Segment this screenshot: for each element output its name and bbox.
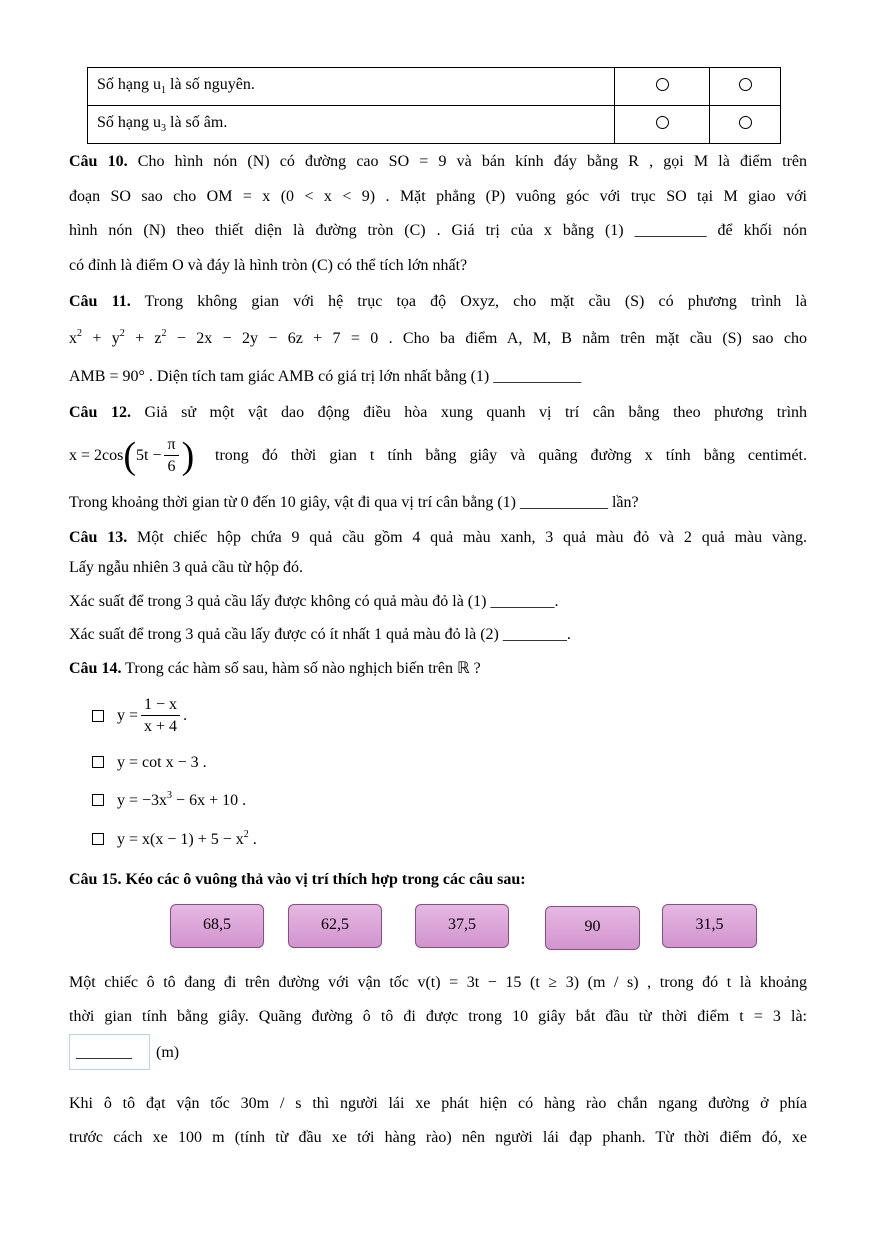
q12-line-3: Trong khoảng thời gian từ 0 đến 10 giây, vật đi qua vị trí cân bằng (1) ___________ lần?	[69, 494, 639, 511]
table-row	[88, 106, 781, 144]
drag-chip[interactable]: 62,5	[288, 904, 382, 948]
radio-circle-icon[interactable]	[656, 116, 669, 129]
checkbox-icon[interactable]	[92, 756, 104, 768]
q14-option-2[interactable]: y = cot x − 3 .	[92, 754, 207, 772]
unit-label: (m)	[156, 1044, 180, 1061]
q14-line-1: Câu 14. Trong các hàm số sau, hàm số nào nghịch biến trên ℝ ?	[69, 660, 481, 677]
true-false-table	[87, 67, 781, 144]
q12-equation: x = 2cos ( 5t − $\frac{\pi}{6}$ )	[69, 435, 195, 477]
q14-option-1[interactable]: y = $\frac{1 - x}{x + 4}$ .	[92, 690, 187, 742]
radio-circle-icon[interactable]	[656, 78, 669, 91]
q15-paragraph-2-line-2: trước cách xe 100 m (tính từ đầu xe tới hàng rào) nên người lái đạp phanh. Từ thời điểm đó, xe	[69, 1129, 807, 1146]
q14-option-3[interactable]: $y = -3x^3 - 6x + 10$ .	[92, 792, 246, 810]
q13-line-4: Xác suất để trong 3 quả cầu lấy được có ít nhất 1 quả màu đỏ là (2) ________.	[69, 626, 571, 643]
false-option[interactable]	[710, 106, 781, 144]
statement-cell: Số hạng $u_1$ là số nguyên.	[88, 68, 615, 106]
checkbox-icon[interactable]	[92, 710, 104, 722]
true-option[interactable]	[615, 106, 710, 144]
q15-paragraph-1-line-2: thời gian tính bằng giây. Quãng đường ô tô đi được trong 10 giây bắt đầu từ thời điểm t = 3 là:	[69, 1008, 807, 1025]
q14-option-4[interactable]: $y = x(x - 1) + 5 - x^2$ .	[92, 831, 257, 849]
q10-line-2: đoạn SO sao cho OM = x (0 < x < 9) . Mặt phẳng (P) vuông góc với trục SO tại M giao với	[69, 188, 807, 205]
q12-line-1: Câu 12. Giả sử một vật dao động điều hòa xung quanh vị trí cân bằng theo phương trình	[69, 404, 808, 421]
question-label: Câu 14.	[69, 660, 122, 677]
question-label: Câu 10.	[69, 153, 128, 170]
q11-line-3: AMB = 90° . Diện tích tam giác AMB có giá trị lớn nhất bằng (1) ___________	[69, 368, 582, 385]
drag-chip[interactable]: 37,5	[415, 904, 509, 948]
q11-line-1: Câu 11. Trong không gian với hệ trục tọa độ Oxyz, cho mặt cầu (S) có phương trình là	[69, 293, 807, 310]
q15-title: Câu 15. Kéo các ô vuông thả vào vị trí thích hợp trong các câu sau:	[69, 871, 526, 888]
question-label: Câu 12.	[69, 404, 131, 421]
q10-line-4: có đỉnh là điểm O và đáy là hình tròn (C) có thể tích lớn nhất?	[69, 257, 468, 274]
checkbox-icon[interactable]	[92, 794, 104, 806]
false-option[interactable]	[710, 68, 781, 106]
q10-line-3: hình nón (N) theo thiết diện là đường tròn (C) . Giá trị của x bằng (1) _________ để khối nón	[69, 222, 807, 239]
q13-line-1: Câu 13. Một chiếc hộp chứa 9 quả cầu gồm 4 quả màu xanh, 3 quả màu đỏ và 2 quả màu vàng.	[69, 529, 808, 546]
true-option[interactable]	[615, 68, 710, 106]
q11-line-2: $x^2 + y^2 + z^2 - 2x - 2y - 6z + 7 = 0$ . Cho ba điểm A, M, B nằm trên mặt cầu (S) sao cho	[69, 328, 808, 347]
drag-chip[interactable]: 31,5	[662, 904, 757, 948]
table-row	[88, 68, 781, 106]
radio-circle-icon[interactable]	[739, 78, 752, 91]
q12-line-2: trong đó thời gian t tính bằng giây và quãng đường x tính bằng centimét.	[215, 447, 807, 464]
checkbox-icon[interactable]	[92, 833, 104, 845]
question-label: Câu 13.	[69, 529, 128, 546]
radio-circle-icon[interactable]	[739, 116, 752, 129]
drag-chip[interactable]: 90	[545, 906, 640, 950]
q10-line-1: Câu 10. Cho hình nón (N) có đường cao SO = 9 và bán kính đáy bằng R , gọi M là điểm trên	[69, 153, 808, 170]
statement-cell: Số hạng $u_3$ là số âm.	[88, 106, 615, 144]
q15-paragraph-2-line-1: Khi ô tô đạt vận tốc 30m / s thì người lái xe phát hiện có hàng rào chắn ngang đường ở phía	[69, 1095, 807, 1112]
q13-line-3: Xác suất để trong 3 quả cầu lấy được không có quả màu đỏ là (1) ________.	[69, 593, 559, 610]
q15-paragraph-1-line-1: Một chiếc ô tô đang đi trên đường với vận tốc v(t) = 3t − 15 (t ≥ 3) (m / s) , trong đó t là khoảng	[69, 974, 807, 991]
question-label: Câu 11.	[69, 293, 131, 310]
drag-chip[interactable]: 68,5	[170, 904, 264, 948]
q13-line-2: Lấy ngẫu nhiên 3 quả cầu từ hộp đó.	[69, 559, 303, 576]
drop-blank: _______	[76, 1044, 132, 1061]
